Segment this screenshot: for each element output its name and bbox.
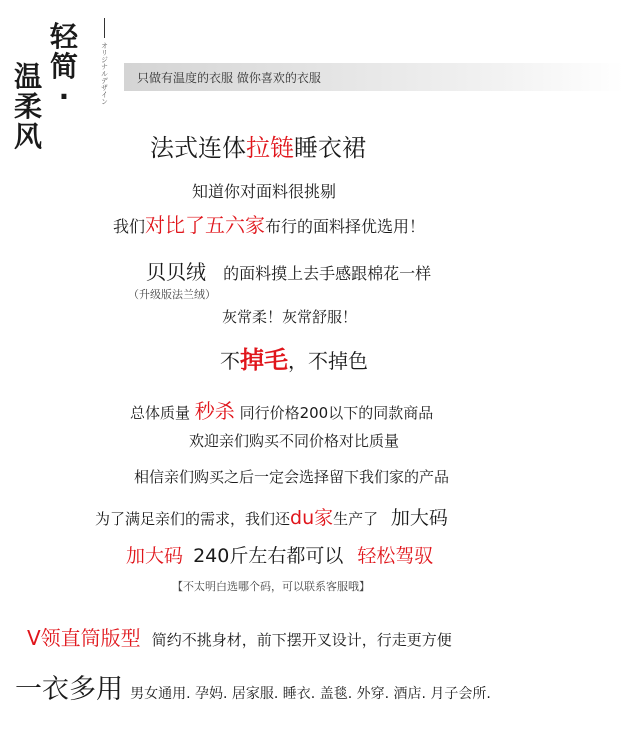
text-line-3 [146, 256, 431, 285]
title-pre: 法式连体 [150, 134, 246, 162]
title-highlight: 拉链 [246, 134, 294, 162]
l9-mid: 生产了 [333, 510, 379, 528]
jp-text: オリジナルデザイン [100, 42, 109, 105]
text-line-6 [130, 395, 433, 424]
header-char: 柔 [13, 90, 42, 123]
l3-rest: 的面料摸上去手感跟棉花一样 [223, 264, 432, 283]
l13-rest: 男女通用. 孕妈. 居家服. 睡衣. 盖毯. 外穿. 酒店. 月子会所. [130, 686, 491, 702]
l10-red2: 轻松驾驭 [357, 545, 434, 567]
l5-post: ，不掉色 [288, 349, 368, 373]
text-line-9 [95, 503, 448, 530]
banner-text: 只做有温度的衣服 做你喜欢的衣服 [137, 71, 321, 85]
l2-red: 对比了五六家 [145, 213, 266, 237]
text-line-13 [15, 667, 491, 706]
text-line-1: 知道你对面料很挑剔 [192, 182, 337, 201]
header-divider [104, 18, 105, 38]
l10-red: 加大码 [126, 545, 184, 567]
header-char: · [58, 80, 70, 113]
l9-red: du家 [290, 507, 334, 529]
l10-mid: 240斤左右都可以 [193, 545, 344, 567]
header-title-col1 [48, 22, 80, 112]
l12-rest: 简约不挑身材，前下摆开叉设计，行走更方便 [151, 631, 452, 649]
header-char: 风 [13, 120, 42, 153]
header-title-col2 [12, 62, 44, 152]
header-char: 轻 [49, 20, 78, 53]
l12-red: V领直筒版型 [27, 626, 141, 650]
text-line-11: 【不太明白选哪个码，可以联系客服哦】 [172, 580, 370, 593]
l5-pre: 不 [220, 349, 240, 373]
text-line-5 [220, 340, 368, 375]
l2-post: 布行的面料择优选用！ [265, 217, 426, 236]
l9-pre: 为了满足亲们的需求，我们还 [95, 510, 291, 528]
title-post: 睡衣裙 [294, 134, 366, 162]
page-title [150, 128, 366, 163]
header-char: 简 [49, 50, 78, 83]
text-line-2 [113, 209, 425, 238]
l5-red: 掉毛 [240, 346, 288, 374]
l9-big: 加大码 [390, 507, 448, 529]
l6-post: 同行价格200以下的同款商品 [239, 404, 434, 422]
text-line-7: 欢迎亲们购买不同价格对比质量 [189, 432, 400, 450]
l3-name: 贝贝绒 [146, 260, 206, 284]
l6-red: 秒杀 [194, 399, 235, 423]
l13-big: 一衣多用 [15, 674, 123, 705]
header-banner [124, 63, 624, 91]
l2-pre: 我们 [113, 217, 146, 236]
header-char: 温 [13, 60, 42, 93]
text-line-4: 灰常柔！灰常舒服！ [222, 308, 358, 326]
text-line-8: 相信亲们购买之后一定会选择留下我们家的产品 [134, 468, 450, 486]
text-line-10 [126, 541, 433, 568]
l6-pre: 总体质量 [130, 404, 191, 422]
header-jp-vertical [100, 42, 110, 105]
text-line-3-sub: （升级版法兰绒） [128, 288, 216, 301]
text-line-12 [27, 622, 452, 651]
